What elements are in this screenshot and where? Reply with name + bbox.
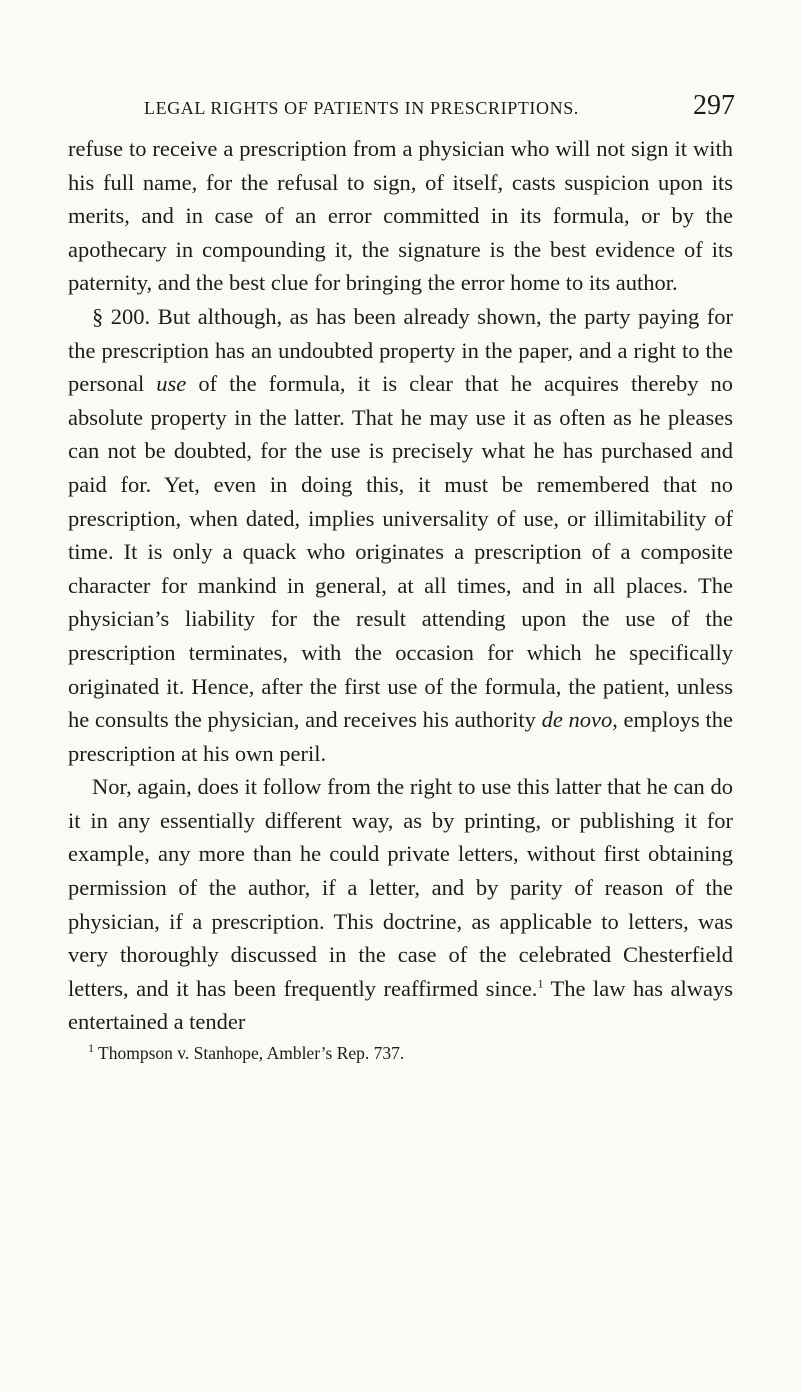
running-head: LEGAL RIGHTS OF PATIENTS IN PRESCRIPTIONS.: [144, 98, 579, 118]
page-header: [68, 92, 733, 132]
body-text: [68, 132, 733, 1039]
paragraph-3: [68, 770, 733, 1039]
paragraph-2-text-c: , employs the prescription at his own peril.: [68, 707, 733, 766]
paragraph-2: [68, 300, 733, 770]
section-marker: § 200.: [92, 303, 151, 329]
footnote-marker: 1: [88, 1041, 94, 1056]
footnote: [68, 1041, 733, 1065]
footnote-reference: 1: [537, 976, 544, 991]
paragraph-1: [68, 132, 733, 300]
paragraph-3-text-a: Nor, again, does it follow from the right to use this latter that he can do it in any essentially different way, as by printing, or publishing it for example, any more than he could private letters, without first obtaining permission of the author, if a letter, and by parity of reason of the physician, if a prescription. This doctrine, as applicable to letters, was very thoroughly discussed in the case of the celebrated Chesterfield letters, and it has been frequently reaffirmed since.: [68, 774, 733, 1001]
italic-use: use: [156, 371, 187, 397]
book-page: [68, 92, 733, 1065]
footnote-text: Thompson v. Stanhope, Ambler’s Rep. 737.: [94, 1043, 405, 1064]
paragraph-2-text-a: But although, as has been already shown, the party paying for the prescription has an undoubted property in the paper, and a right to the personal: [68, 303, 734, 397]
italic-de-novo: de novo: [541, 707, 613, 733]
paragraph-2-text-b: of the formula, it is clear that he acquires thereby no absolute property in the latter. That he may use it as often as he pleases can not be doubted, for the use is precisely what he has purchased and paid for. Yet, even in doing this, it must be remembered that no prescription, when dated, implies universality of use, or illimitability of time. It is only a quack who originates a prescription of a composite character for mankind in general, at all times, and in all places. The physician’s liability for the result attending upon the use of the prescription terminates, with the occasion for which he specifically originated it. Hence, after the first use of the formula, the patient, unless he consults the physician, and receives his authority: [68, 371, 733, 733]
paragraph-3-text-b: The law has always entertained a tender: [68, 975, 733, 1035]
page-number: 297: [693, 90, 735, 121]
paragraph-1-text: refuse to receive a prescription from a physician who will not sign it with his full name, for the refusal to sign, of itself, casts suspicion upon its merits, and in case of an error committed in its formula, or by the apothecary in compounding it, the signature is the best evidence of its paternity, and the best clue for bringing the error home to its author.: [68, 136, 733, 296]
